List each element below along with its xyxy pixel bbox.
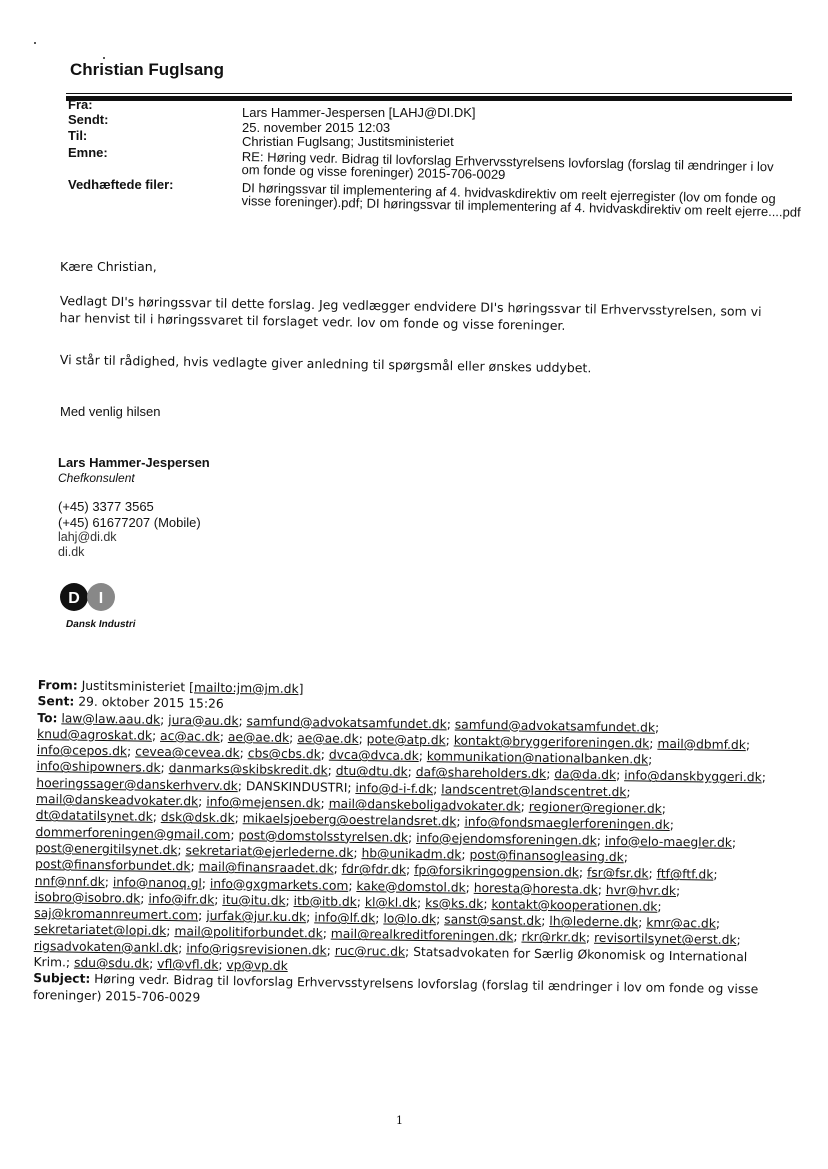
recipient-email-link[interactable]: sdu@sdu.dk: [73, 955, 150, 971]
label-subject: Emne:: [68, 145, 108, 160]
signature-website-link[interactable]: di.dk: [58, 545, 85, 559]
recipient-email-link[interactable]: horesta@horesta.dk: [473, 880, 598, 897]
recipient-email-link[interactable]: info@shipowners.dk: [36, 759, 161, 776]
recipient-email-link[interactable]: vfl@vfl.dk: [157, 956, 219, 972]
recipient-email-link[interactable]: ks@ks.dk: [425, 895, 484, 911]
recipient-email-link[interactable]: dtu@dtu.dk: [335, 764, 408, 780]
recipient-email-link[interactable]: kommunikation@nationalbanken.dk: [426, 749, 649, 767]
closing-greeting: Med venlig hilsen: [60, 404, 161, 419]
recipient-email-link[interactable]: sekretariat@ejerlederne.dk: [185, 843, 354, 860]
label-attachments: Vedhæftede filer:: [68, 177, 174, 192]
email-sent: 25. november 2015 12:03: [242, 120, 391, 135]
recipient-email-link[interactable]: knud@agroskat.dk: [36, 726, 153, 743]
recipient-email-link[interactable]: info@ejendomsforeningen.dk: [416, 830, 597, 848]
recipient-email-link[interactable]: info@rigsrevisionen.dk: [186, 941, 327, 958]
recipient-email-link[interactable]: info@nanoq.gl: [112, 874, 202, 891]
email-attachments: DI høringssvar til implementering af 4. hvidvaskdirektiv om reelt ejerregister (lov om fonde og visse foreninger).pdf; DI høringssvar til implementering af 4. hvidvaskdirektiv om reelt ejerre....pdf: [241, 180, 801, 220]
label-from: Fra:: [68, 97, 93, 112]
recipient-email-link[interactable]: ac@ac.dk: [160, 728, 220, 744]
recipient-email-link[interactable]: mail@danskeboligadvokater.dk: [328, 796, 521, 814]
recipient-name: DANSKINDUSTRI: [245, 779, 348, 795]
email-from: Lars Hammer-Jespersen [LAHJ@DI.DK]: [242, 105, 476, 120]
recipient-email-link[interactable]: info@ifr.dk: [148, 891, 215, 907]
recipient-email-link[interactable]: fdr@fdr.dk: [341, 862, 407, 878]
salutation: Kære Christian,: [60, 259, 157, 274]
recipient-email-link[interactable]: post@finansforbundet.dk: [34, 857, 191, 874]
fwd-sent-date: 29. oktober 2015 15:26: [78, 694, 224, 712]
recipient-email-link[interactable]: info@d-i-f.dk: [355, 780, 434, 797]
recipient-email-link[interactable]: fp@forsikringogpension.dk: [414, 863, 580, 880]
recipient-email-link[interactable]: saj@kromannreumert.com: [34, 906, 199, 923]
recipient-email-link[interactable]: cbs@cbs.dk: [247, 746, 321, 762]
recipient-email-link[interactable]: info@fondsmaeglerforeningen.dk: [464, 815, 670, 833]
scan-speck: [34, 42, 36, 44]
recipient-email-link[interactable]: rigsadvokaten@ankl.dk: [33, 938, 179, 955]
recipient-email-link[interactable]: ruc@ruc.dk: [334, 943, 406, 959]
body-paragraph-2: Vi står til rådighed, hvis vedlagte giver anledning til spørgsmål eller ønskes uddybet.: [59, 351, 592, 376]
email-to: Christian Fuglsang; Justitsministeriet: [242, 134, 454, 149]
recipient-email-link[interactable]: isobro@isobro.dk: [34, 889, 141, 906]
recipient-email-link[interactable]: hvr@hvr.dk: [605, 882, 677, 898]
recipient-email-link[interactable]: jura@au.dk: [168, 712, 239, 728]
dansk-industri-logo: [59, 582, 121, 614]
recipient-email-link[interactable]: mail@finansraadet.dk: [198, 859, 334, 876]
recipient-email-link[interactable]: ae@ae.dk: [227, 729, 290, 745]
recipient-email-link[interactable]: dommerforeningen@gmail.com: [35, 824, 231, 842]
recipient-email-link[interactable]: landscentret@landscentret.dk: [441, 782, 627, 800]
signature-title: Chefkonsulent: [58, 471, 135, 485]
recipient-email-link[interactable]: dvca@dvca.dk: [328, 747, 419, 764]
recipient-email-link[interactable]: law@law.aau.dk: [61, 710, 161, 727]
recipient-email-link[interactable]: nnf@nnf.dk: [34, 873, 105, 889]
fwd-subject-label: Subject:: [33, 971, 91, 987]
print-header-name: Christian Fuglsang: [70, 60, 224, 79]
recipient-email-link[interactable]: post@domstolsstyrelsen.dk: [238, 827, 409, 845]
recipient-email-link[interactable]: mail@danskeadvokater.dk: [35, 792, 199, 809]
recipient-email-link[interactable]: samfund@advokatsamfundet.dk: [246, 713, 447, 732]
recipient-email-link[interactable]: itu@itu.dk: [222, 892, 286, 908]
recipient-email-link[interactable]: info@cepos.dk: [36, 743, 128, 759]
recipient-email-link[interactable]: info@lf.dk: [314, 910, 376, 926]
fwd-subject: Høring vedr. Bidrag til lovforslag Erhvervsstyrelsens lovforslag (forslag til ændringer i lov om fonde og visse foreninger) 2015-706-0029: [32, 972, 759, 1005]
recipient-email-link[interactable]: post@energitilsynet.dk: [35, 840, 178, 858]
recipient-email-link[interactable]: kl@kl.dk: [364, 895, 418, 910]
forwarded-message: [33, 677, 778, 1015]
recipient-email-link[interactable]: ftf@ftf.dk: [656, 867, 714, 882]
recipient-email-link[interactable]: itb@itb.dk: [293, 893, 357, 909]
recipient-email-link[interactable]: post@finansogleasing.dk: [469, 847, 624, 865]
fwd-to-label: To:: [37, 710, 58, 725]
logo-letter-d: D: [68, 590, 80, 607]
body-paragraph-1: Vedlagt DI's høringssvar til dette forslag. Jeg vedlægger endvidere DI's høringssvar til Erhvervsstyrelsen, som vi har henvist til i høringssvaret til forslaget vedr. lov om fonde og visse foreninger.: [59, 292, 762, 333]
recipient-email-link[interactable]: danmarks@skibskredit.dk: [168, 761, 328, 779]
fwd-from-name: Justitsministeriet: [81, 678, 186, 695]
recipient-email-link[interactable]: regioner@regioner.dk: [528, 799, 662, 816]
logo-letter-i: I: [98, 590, 104, 607]
recipient-email-link[interactable]: mail@politiforbundet.dk: [174, 924, 323, 941]
recipient-email-link[interactable]: daf@shareholders.dk: [415, 765, 547, 782]
label-sent: Sendt:: [68, 112, 109, 127]
logo-caption: Dansk Industri: [65, 619, 137, 630]
email-subject: RE: Høring vedr. Bidrag til lovforslag Erhvervsstyrelsens lovforslag (forslag til ændringer i lov om fonde og visse foreninger) 2015-706-0029: [241, 149, 774, 183]
scan-speck: [103, 57, 105, 59]
signature-phone: (+45) 3377 3565: [58, 499, 154, 514]
recipient-email-link[interactable]: sekretariatet@lopi.dk: [33, 922, 167, 939]
recipient-email-link[interactable]: hb@unikadm.dk: [361, 846, 462, 862]
recipient-email-link[interactable]: dsk@dsk.dk: [160, 810, 235, 826]
recipient-email-link[interactable]: lo@lo.dk: [383, 911, 437, 927]
recipient-email-link[interactable]: kontakt@kooperationen.dk: [491, 897, 658, 914]
recipient-email-link[interactable]: da@da.dk: [554, 767, 617, 783]
fwd-from-label: From:: [37, 677, 78, 693]
recipient-email-link[interactable]: samfund@advokatsamfundet.dk: [454, 717, 656, 735]
recipient-email-link[interactable]: ae@ae.dk: [297, 730, 359, 746]
label-to: Til:: [68, 128, 88, 143]
recipient-email-link[interactable]: jurfak@jur.ku.dk: [206, 908, 307, 925]
recipient-email-link[interactable]: mikaelsjoeberg@oestrelandsret.dk: [242, 811, 457, 829]
page-number: 1: [396, 1114, 403, 1127]
recipient-email-link[interactable]: pote@atp.dk: [366, 732, 446, 748]
signature-name: Lars Hammer-Jespersen: [58, 455, 210, 470]
signature-email-link[interactable]: lahj@di.dk: [58, 530, 117, 544]
header-rule-thin: [66, 93, 792, 94]
fwd-to-line: [33, 710, 777, 982]
recipient-list: law@law.aau.dk; jura@au.dk; samfund@advokatsamfundet.dk; samfund@advokatsamfundet.dk; knud@agroskat.dk; ac@ac.dk; ae@ae.dk; ae@ae.dk; pote@atp.dk; kontakt@bryggeriforeningen.dk; mail@dbmf.dk; info@cepos.dk; cevea@cevea.dk; cbs@cbs.dk; dvca@dvca.dk; kommunikation@nationalbanken.dk; info@shipowners.dk; danmarks@skibskredit.dk; dtu@dtu.dk; daf@shareholders.dk; da@da.dk; info@danskbyggeri.dk; hoeringssager@danskerhverv.dk; DANSKINDUSTRI; info@d-i-f.dk; landscentret@landscentret.dk; mail@danskeadvokater.dk; info@mejensen.dk; mail@danskeboligadvokater.dk; regioner@regioner.dk; dt@datatilsynet.dk; dsk@dsk.dk; mikaelsjoeberg@oestrelandsret.dk; info@fondsmaeglerforeningen.dk; dommerforeningen@gmail.com; post@domstolsstyrelsen.dk; info@ejendomsforeningen.dk; info@elo-maegler.dk; post@energitilsynet.dk; sekretariat@ejerlederne.dk; hb@unikadm.dk; post@finansogleasing.dk; post@finansforbundet.dk; mail@finansraadet.dk; fdr@fdr.dk; fp@forsikringogpension.dk; fsr@fsr.dk; ftf@ftf.dk; nnf@nnf.dk; info@nanoq.gl; info@gxgmarkets.com; kake@domstol.dk; horesta@horesta.dk; hvr@hvr.dk; isobro@isobro.dk; info@ifr.dk; itu@itu.dk; itb@itb.dk; kl@kl.dk; ks@ks.dk; kontakt@kooperationen.dk; saj@kromannreumert.com; jurfak@jur.ku.dk; info@lf.dk; lo@lo.dk; sanst@sanst.dk; lh@lederne.dk; kmr@ac.dk; sekretariatet@lopi.dk; mail@politiforbundet.dk; mail@realkreditforeningen.dk; rkr@rkr.dk; revisortilsynet@erst.dk; rigsadvokaten@ankl.dk; info@rigsrevisionen.dk; ruc@ruc.dk; Statsadvokaten for Særlig Økonomisk og International Krim.; sdu@sdu.dk; vfl@vfl.dk; vp@vp.dk: [33, 710, 767, 974]
recipient-email-link[interactable]: mail@realkreditforeningen.dk: [330, 927, 514, 944]
recipient-email-link[interactable]: rkr@rkr.dk: [521, 930, 587, 946]
fwd-from-mailto[interactable]: [mailto:jm@jm.dk]: [189, 680, 304, 697]
recipient-email-link[interactable]: hoeringssager@danskerhverv.dk: [36, 775, 238, 793]
recipient-email-link[interactable]: info@mejensen.dk: [206, 794, 321, 811]
recipient-email-link[interactable]: info@danskbyggeri.dk: [624, 768, 762, 785]
recipient-email-link[interactable]: info@gxgmarkets.com: [209, 876, 349, 893]
recipient-email-link[interactable]: info@elo-maegler.dk: [604, 833, 733, 850]
recipient-email-link[interactable]: cevea@cevea.dk: [135, 744, 240, 761]
signature-mobile: (+45) 61677207 (Mobile): [58, 515, 201, 530]
recipient-email-link[interactable]: lh@lederne.dk: [549, 914, 639, 930]
recipient-name: Statsadvokaten for Særlig Økonomisk og International Krim.: [33, 944, 748, 970]
recipient-email-link[interactable]: sanst@sanst.dk: [444, 912, 542, 929]
recipient-email-link[interactable]: revisortilsynet@erst.dk: [593, 931, 737, 948]
header-rule: [66, 96, 792, 101]
recipient-email-link[interactable]: dt@datatilsynet.dk: [35, 808, 153, 825]
recipient-email-link[interactable]: kake@domstol.dk: [356, 878, 466, 895]
recipient-email-link[interactable]: vp@vp.dk: [226, 958, 288, 974]
recipient-email-link[interactable]: kmr@ac.dk: [646, 915, 717, 931]
recipient-email-link[interactable]: mail@dbmf.dk: [657, 736, 747, 753]
recipient-email-link[interactable]: fsr@fsr.dk: [586, 865, 649, 881]
recipient-email-link[interactable]: kontakt@bryggeriforeningen.dk: [453, 733, 650, 751]
fwd-sent-label: Sent:: [37, 694, 75, 709]
